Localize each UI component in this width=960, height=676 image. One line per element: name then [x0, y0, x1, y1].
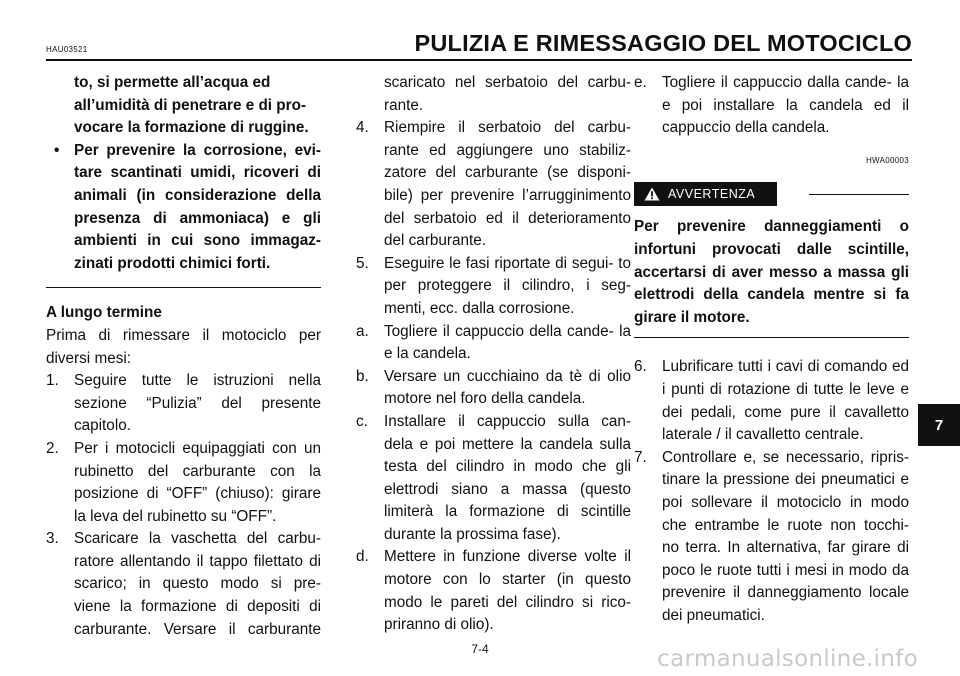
warning-code: HWA00003 [865, 155, 909, 165]
list-item [634, 447, 909, 628]
warning-end-rule [634, 337, 909, 338]
item-text: Riempire il serbatoio del carbu- rante ed aggiungere uno stabiliz- zatore del carburante (se disponi- bile) per prevenire l’arrugginimento del serbatoio ed il deterioramento del carburante. [384, 119, 631, 250]
item-text: Per i motocicli equipaggiati con un rubinetto del carburante con la posizione di “OFF” (chiuso): girare la leva del rubinetto su “OFF”. [74, 439, 321, 525]
list-item [356, 321, 631, 366]
list-item [356, 366, 631, 411]
item-number: 5. [356, 254, 369, 272]
text-line: vocare la formazione di ruggine. [74, 119, 309, 137]
item-number: 7. [634, 448, 647, 466]
warning-triangle-icon [644, 187, 660, 201]
item-number: 3. [46, 530, 59, 548]
continued-item-text: scaricato nel serbatoio del carbu- rante. [384, 74, 631, 114]
chapter-tab: 7 [918, 404, 960, 446]
warning-header [634, 182, 909, 206]
watermark: carmanualsonline.info [657, 646, 918, 672]
continued-bullet-text [46, 72, 321, 140]
item-number: 1. [46, 372, 59, 390]
item-number: e. [634, 74, 647, 91]
header-divider [46, 59, 912, 61]
item-number: a. [356, 322, 369, 340]
item-text: Lubrificare tutti i cavi di comando ed i punti di rotazione di tutte le leve e dei pedali, come pure il cavalletto laterale / il cavalletto centrale. [662, 358, 909, 444]
list-item [46, 370, 321, 438]
bullet-item [46, 140, 321, 276]
item-text: Scaricare la vaschetta del carbu- ratore allentando il tappo filettato di scarico; in questo modo si pre- viene la formazione di depositi di carburante. Versare il carburante [74, 530, 321, 638]
section-divider [46, 287, 321, 288]
item-number: b. [356, 367, 369, 385]
column-3 [634, 72, 909, 627]
list-item [356, 117, 631, 253]
list-item [356, 546, 631, 636]
item-text: Mettere in funzione diverse volte il motore con lo starter (in questo modo le pareti del cilindro si rico- priranno di olio). [384, 548, 631, 634]
column-2 [356, 72, 631, 637]
item-number: 6. [634, 358, 647, 376]
page-number: 7-4 [471, 642, 489, 656]
list-item [634, 72, 909, 140]
item-text: Installare il cappuccio sulla can- dela e poi mettere la candela sulla testa del cilindro in modo che gli elettrodi siano a massa (questo limiterà la formazione di scintille durante la prossima fase). [384, 412, 631, 543]
warning-text: Per prevenire danneggiamenti o infortuni provocati dalle scintille, accertarsi di aver messo a massa gli elettrodi della candela mentre si fa girare il motore. [634, 218, 909, 326]
item-text: Seguire tutte le istruzioni nella sezione “Pulizia” del presente capitolo. [74, 372, 321, 435]
intro-paragraph: Prima di rimessare il motociclo per diversi mesi: [46, 326, 321, 367]
item-text: Togliere il cappuccio dalla cande- la e poi installare la candela ed il cappuccio della candela. [662, 74, 909, 137]
warning-label: AVVERTENZA [668, 187, 756, 202]
text-line: all’umidità di penetrare e di pro- [74, 96, 307, 114]
header-code: HAU03521 [46, 45, 88, 54]
item-number: d. [356, 548, 369, 566]
item-number: 4. [356, 119, 369, 137]
item-text: Eseguire le fasi riportate di segui- to per proteggere il cilindro, i seg- menti, ecc. dalla corrosione. [384, 254, 631, 317]
list-item [634, 356, 909, 446]
list-item [46, 438, 321, 528]
list-item [46, 528, 321, 641]
item-number: c. [356, 412, 368, 430]
bullet-symbol: • [54, 141, 60, 159]
bullet-text: Per prevenire la corrosione, evi- tare scantinati umidi, ricoveri di animali (in considerazione della presenza di ammoniaca) e gli ambienti in cui sono immagaz- zinati prodotti chimici forti. [74, 141, 321, 272]
text-line: to, si permette all’acqua ed [74, 74, 271, 91]
page-title: PULIZIA E RIMESSAGGIO DEL MOTOCICLO [414, 30, 912, 56]
item-text: Versare un cucchiaino da tè di olio motore nel foro della candela. [384, 367, 631, 408]
section-title: A lungo termine [46, 304, 162, 322]
list-item [356, 411, 631, 547]
warning-badge [634, 182, 777, 206]
item-text: Controllare e, se necessario, ripris- tinare la pressione dei pneumatici e poi sollevare il motociclo in modo che entrambe le ruote non tocchi- no terra. In alternativa, far girare di poco le ruote tutti i mesi in modo da prevenire il danneggiamento locale dei pneumatici. [662, 448, 909, 624]
item-text: Togliere il cappuccio della cande- la e la candela. [384, 322, 631, 363]
column-1 [46, 72, 321, 641]
warning-header-rule [809, 194, 909, 195]
list-item [356, 253, 631, 321]
item-number: 2. [46, 439, 59, 457]
